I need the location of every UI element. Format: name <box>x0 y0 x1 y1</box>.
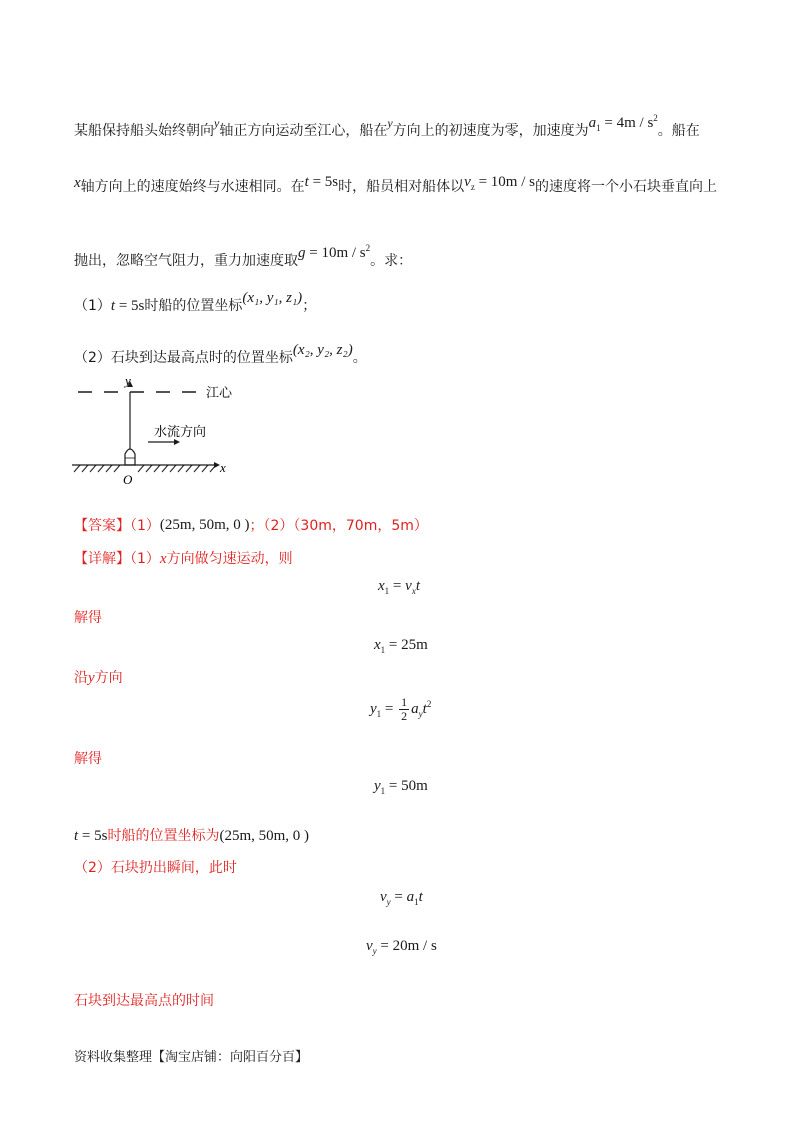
x-axis-label: x <box>220 460 226 475</box>
answer-line: 【答案】（1）(25m, 50m, 0 )；（2）（30m，70m，5m） <box>74 517 428 534</box>
solve-label-2: 解得 <box>74 751 102 767</box>
river-center-label: 江心 <box>206 386 233 401</box>
flow-direction-label: 水流方向 <box>154 425 207 440</box>
problem-line-1: 某船保持船头始终朝向$^y$轴正方向运动至江心，船在$^y$方向上的初速度为零，加速度为$a_1 = 4m / s^2$。船在 <box>74 113 700 139</box>
y-axis-label: y <box>125 373 131 388</box>
question-2: （2）石块到达最高点时的位置坐标(x₂, y₂, z₂)。 <box>74 342 367 366</box>
equation-3: $y_1$ = $\frac{1}{2}$ $a_yt^2$ <box>370 695 432 723</box>
origin-label: O <box>123 472 133 487</box>
solve-label-1: 解得 <box>74 610 102 626</box>
problem-line-3: 抛出，忽略空气阻力，重力加速度取$g = 10m / s^2$。求： <box>74 243 413 269</box>
river-diagram <box>70 372 250 492</box>
equation-4: $y_1 = 50m$ <box>374 778 428 796</box>
equation-6: $v_y = 20m / s$ <box>366 938 437 956</box>
riverbank-hatching <box>74 465 216 472</box>
part-2-intro: （2）石块扔出瞬间，此时 <box>74 860 237 876</box>
footer: 资料收集整理【淘宝店铺：向阳百分百】 <box>74 1050 309 1065</box>
equation-2: $x_1 = 25m$ <box>374 637 428 655</box>
position-result: t = 5s时船的位置坐标为(25m, 50m, 0 ) <box>74 828 310 844</box>
problem-line-2: x轴方向上的速度始终与水速相同。在t = 5s时，船员相对船体以$v_z = 10m / s$的速度将一个小石块垂直向上 <box>74 174 717 195</box>
along-y-label: 沿y方向 <box>74 670 123 686</box>
question-1: （1）t = 5s时船的位置坐标(x₁, y₁, z₁)； <box>74 290 317 314</box>
solution-intro: 【详解】（1）x方向做匀速运动，则 <box>74 551 293 567</box>
highest-point-time: 石块到达最高点的时间 <box>74 993 214 1009</box>
equation-5: $v_y = a_1t$ <box>380 889 423 907</box>
equation-1: $x_1 = v_xt$ <box>378 578 420 596</box>
boat-icon <box>125 449 135 465</box>
